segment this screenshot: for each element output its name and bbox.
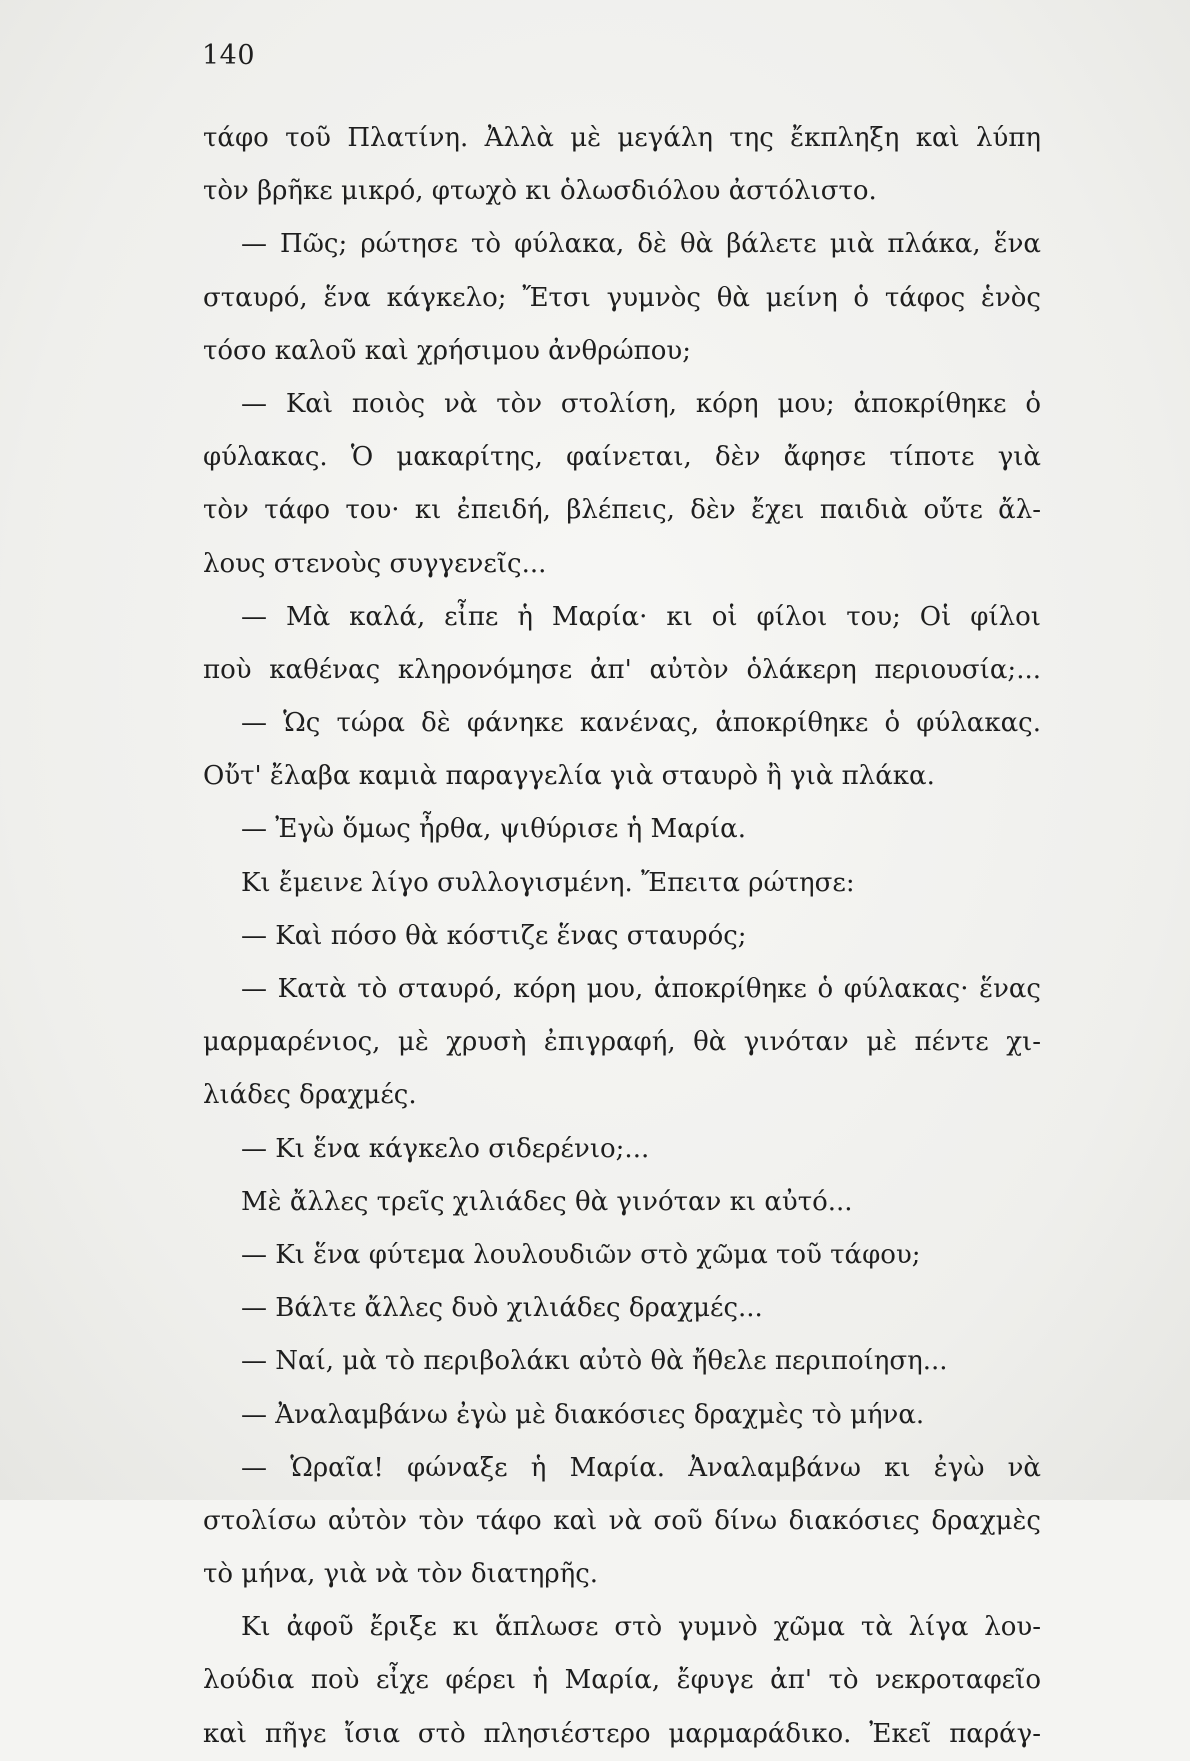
text-line: — Καὶ πόσο θὰ κόστιζε ἕνας σταυρός; xyxy=(241,920,747,951)
text-line: τάφο τοῦ Πλατίνη. Ἀλλὰ μὲ μεγάλη της ἔκπληξη καὶ λύπη xyxy=(203,123,1041,153)
text-line: — Μὰ καλά, εἶπε ἡ Μαρία· κι οἱ φίλοι του; Οἱ φίλοι xyxy=(241,601,1041,632)
text-line: — Κι ἕνα φύτεμα λουλουδιῶν στὸ χῶμα τοῦ τάφου; xyxy=(241,1239,921,1270)
text-line: στολίσω αὐτὸν τὸν τάφο καὶ νὰ σοῦ δίνω διακόσιες δραχμὲς xyxy=(203,1505,1041,1536)
text-line: — Ναί, μὰ τὸ περιβολάκι αὐτὸ θὰ ἤθελε περιποίηση... xyxy=(241,1346,948,1377)
body-text xyxy=(203,112,1041,1761)
text-line: μαρμαρένιος, μὲ χρυσὴ ἐπιγραφή, θὰ γινόταν μὲ πέντε χι- xyxy=(203,1027,1041,1058)
text-line: λιάδες δραχμές. xyxy=(203,1080,417,1111)
text-line: τὸν τάφο του· κι ἐπειδή, βλέπεις, δὲν ἔχει παιδιὰ οὔτε ἄλ- xyxy=(203,495,1041,526)
text-line: — Ὡραῖα! φώναξε ἡ Μαρία. Ἀναλαμβάνω κι ἐγὼ νὰ xyxy=(241,1452,1041,1483)
text-line: — Κατὰ τὸ σταυρό, κόρη μου, ἀποκρίθηκε ὁ φύλακας· ἕνας xyxy=(241,974,1041,1004)
text-line: — Ὡς τώρα δὲ φάνηκε κανένας, ἀποκρίθηκε ὁ φύλακας. xyxy=(241,708,1041,739)
text-line: Μὲ ἄλλες τρεῖς χιλιάδες θὰ γινόταν κι αὐτό... xyxy=(241,1186,853,1217)
text-line: — Καὶ ποιὸς νὰ τὸν στολίση, κόρη μου; ἀποκρίθηκε ὁ xyxy=(241,388,1041,419)
text-line: — Ἀναλαμβάνω ἐγὼ μὲ διακόσιες δραχμὲς τὸ μήνα. xyxy=(241,1399,925,1430)
text-line: λους στενοὺς συγγενεῖς... xyxy=(203,548,547,579)
text-line: τόσο καλοῦ καὶ χρήσιμου ἀνθρώπου; xyxy=(203,335,691,366)
text-line: — Πῶς; ρώτησε τὸ φύλακα, δὲ θὰ βάλετε μιὰ πλάκα, ἕνα xyxy=(241,229,1041,260)
text-line: λούδια ποὺ εἶχε φέρει ἡ Μαρία, ἔφυγε ἀπ' τὸ νεκροταφεῖο xyxy=(203,1665,1041,1696)
text-line: τὸ μήνα, γιὰ νὰ τὸν διατηρῆς. xyxy=(203,1559,599,1590)
text-line: τὸν βρῆκε μικρό, φτωχὸ κι ὁλωσδιόλου ἀστόλιστο. xyxy=(203,176,877,207)
text-line: καὶ πῆγε ἴσια στὸ πλησιέστερο μαρμαράδικο. Ἐκεῖ παράγ- xyxy=(203,1718,1041,1749)
text-line: — Ἐγὼ ὅμως ἦρθα, ψιθύρισε ἡ Μαρία. xyxy=(241,814,746,845)
text-line: Οὔτ' ἔλαβα καμιὰ παραγγελία γιὰ σταυρὸ ἢ γιὰ πλάκα. xyxy=(203,761,935,792)
page-number: 140 xyxy=(202,40,256,71)
text-line: Κι ἀφοῦ ἔριξε κι ἅπλωσε στὸ γυμνὸ χῶμα τὰ λίγα λου- xyxy=(241,1612,1041,1643)
text-line: Κι ἔμεινε λίγο συλλογισμένη. Ἔπειτα ρώτησε: xyxy=(241,867,855,898)
text-line: φύλακας. Ὁ μακαρίτης, φαίνεται, δὲν ἄφησε τίποτε γιὰ xyxy=(203,442,1041,473)
text-line: σταυρό, ἕνα κάγκελο; Ἔτσι γυμνὸς θὰ μείνη ὁ τάφος ἑνὸς xyxy=(203,282,1041,313)
text-line: ποὺ καθένας κληρονόμησε ἀπ' αὐτὸν ὁλάκερη περιουσία;... xyxy=(203,654,1041,685)
text-line: — Κι ἕνα κάγκελο σιδερένιο;... xyxy=(241,1133,650,1164)
text-line: — Βάλτε ἄλλες δυὸ χιλιάδες δραχμές... xyxy=(241,1293,763,1324)
